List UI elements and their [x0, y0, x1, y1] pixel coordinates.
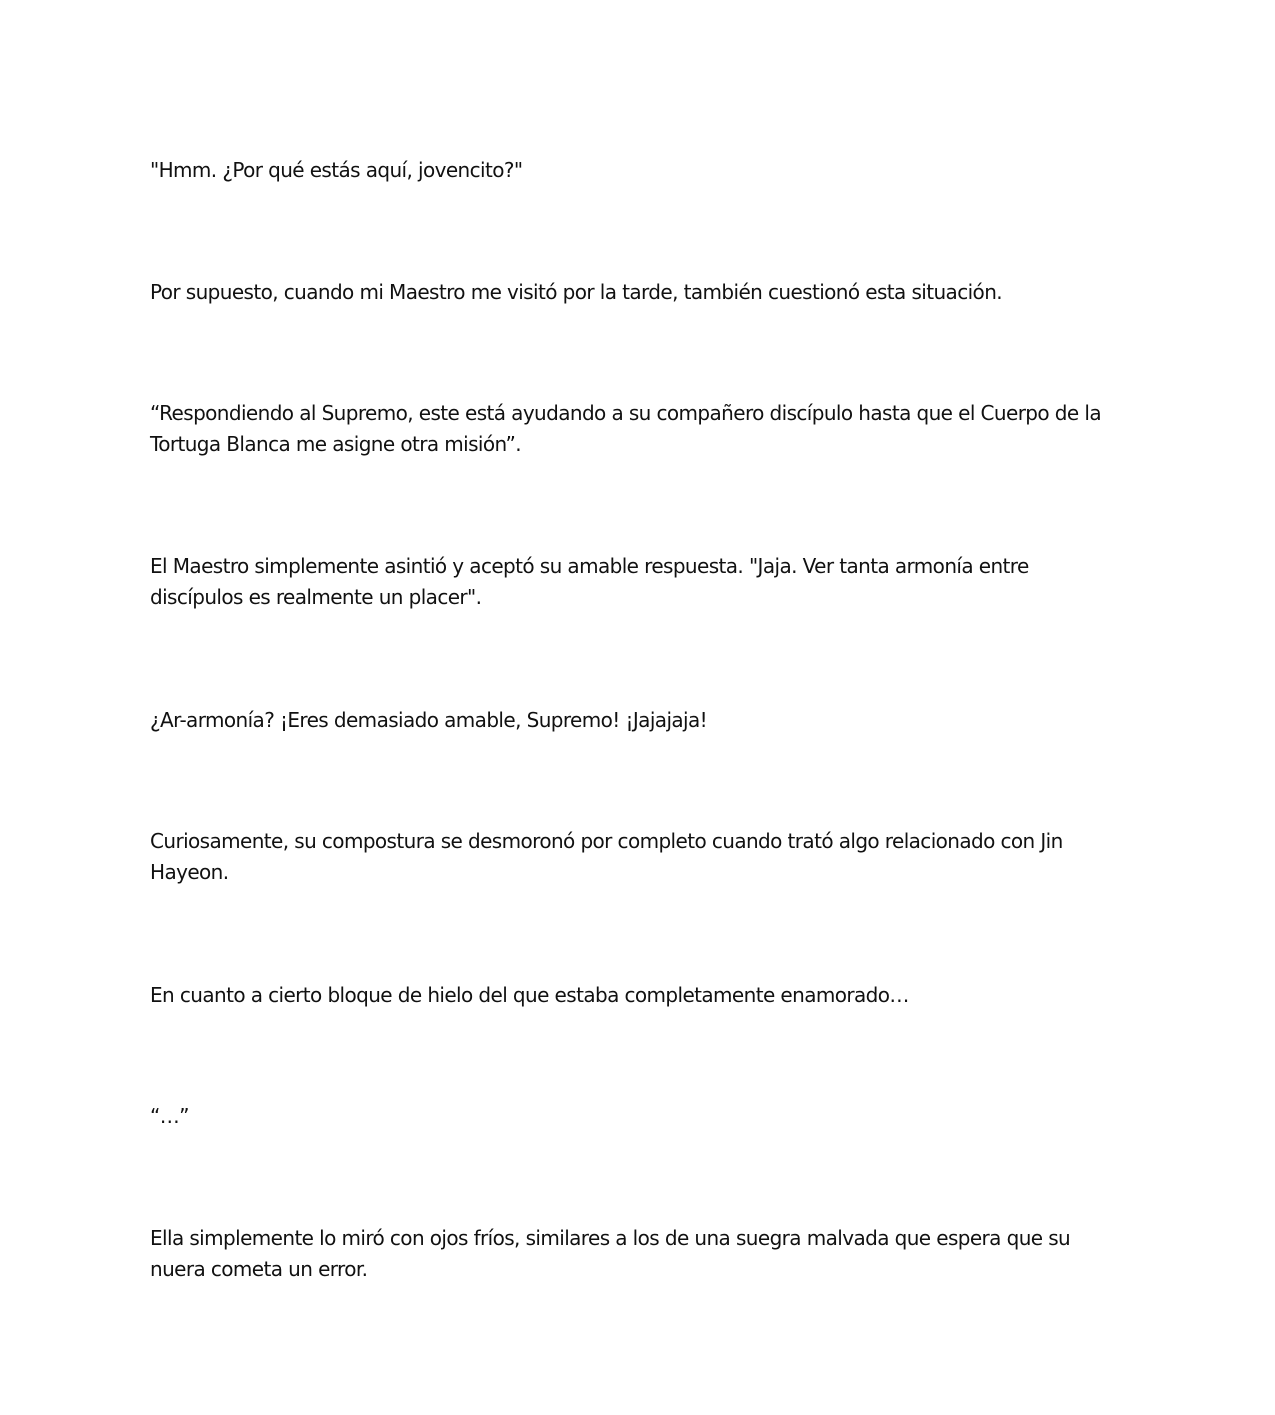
paragraph-4: El Maestro simplemente asintió y aceptó su amable respuesta. "Jaja. Ver tanta armonía entre discípulos es realmente un placer". — [150, 554, 1029, 609]
paragraph-6: Curiosamente, su compostura se desmoronó por completo cuando trató algo relacionado con Jin Hayeon. — [150, 829, 1063, 884]
paragraph-5: ¿Ar-armonía? ¡Eres demasiado amable, Supremo! ¡Jajajaja! — [150, 708, 708, 732]
paragraph-1: "Hmm. ¿Por qué estás aquí, jovencito?" — [150, 158, 523, 182]
paragraph-2: Por supuesto, cuando mi Maestro me visitó por la tarde, también cuestionó esta situación. — [150, 280, 1003, 304]
paragraph-3: “Respondiendo al Supremo, este está ayudando a su compañero discípulo hasta que el Cuerpo de la Tortuga Blanca me asigne otra misión”. — [150, 401, 1101, 456]
paragraph-9: Ella simplemente lo miró con ojos fríos, similares a los de una suegra malvada que espera que su nuera cometa un error. — [150, 1226, 1071, 1281]
paragraph-8: “…” — [150, 1104, 189, 1128]
paragraph-7: En cuanto a cierto bloque de hielo del que estaba completamente enamorado… — [150, 983, 909, 1007]
